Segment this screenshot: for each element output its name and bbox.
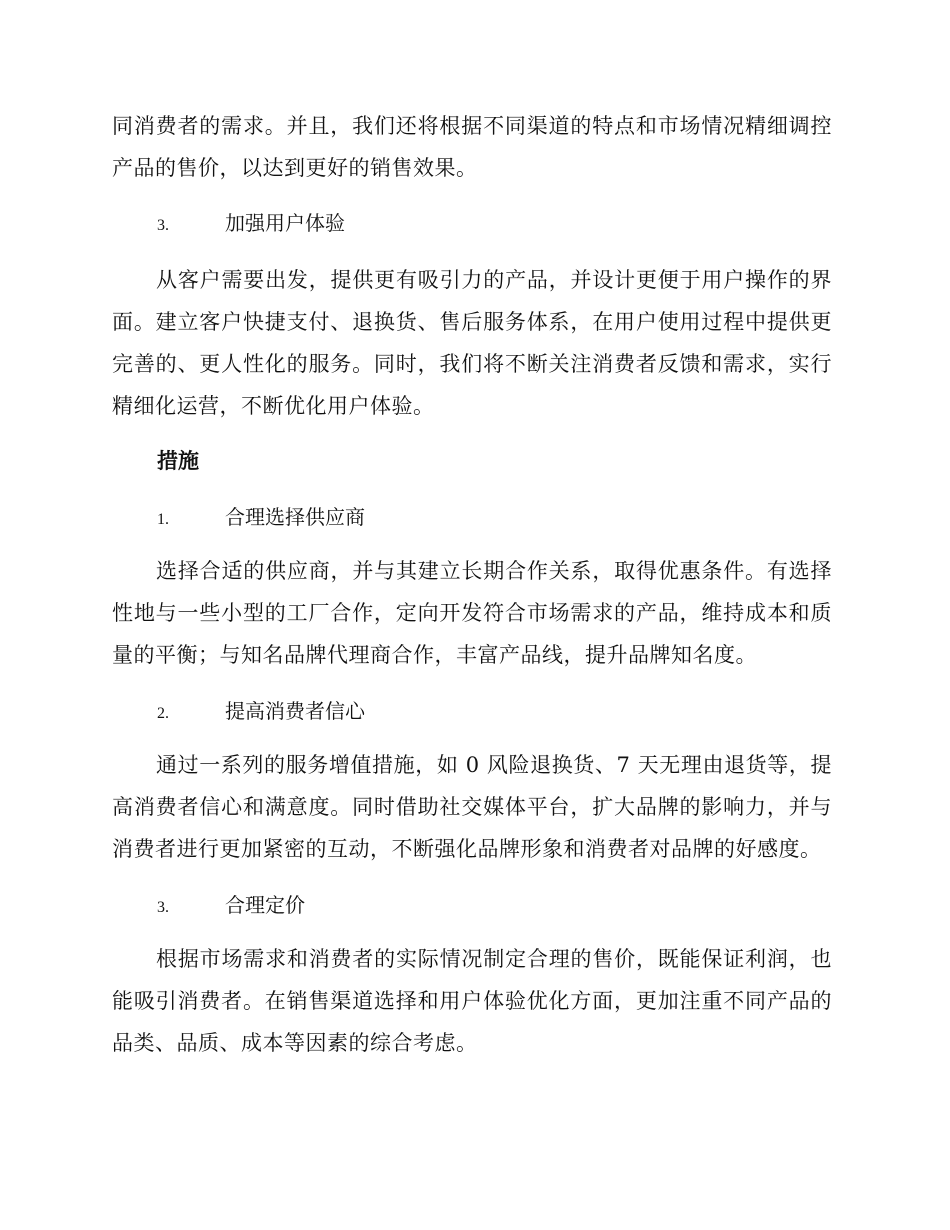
list-item-user-experience bbox=[157, 208, 345, 241]
list-item-title: 提高消费者信心 bbox=[225, 699, 365, 723]
paragraph-supplier: 选择合适的供应商，并与其建立长期合作关系，取得优惠条件。有选择性地与一些小型的工厂合作，定向开发符合市场需求的产品，维持成本和质量的平衡；与知名品牌代理商合作，丰富产品线，提升品牌知名度。 bbox=[112, 559, 832, 667]
paragraph-intro: 同消费者的需求。并且，我们还将根据不同渠道的特点和市场情况精细调控产品的售价，以达到更好的销售效果。 bbox=[112, 114, 832, 180]
list-item-title: 合理定价 bbox=[225, 893, 305, 917]
section-heading-measures: 措施 bbox=[157, 448, 199, 473]
list-item-pricing bbox=[157, 890, 305, 923]
paragraph-confidence: 通过一系列的服务增值措施，如 0 风险退换货、7 天无理由退货等，提高消费者信心和满意度。同时借助社交媒体平台，扩大品牌的影响力，并与消费者进行更加紧密的互动，不断强化品牌形象和消费者对品牌的好感度。 bbox=[112, 753, 832, 861]
list-number: 3. bbox=[157, 899, 169, 916]
list-number: 1. bbox=[157, 511, 169, 528]
paragraph-pricing: 根据市场需求和消费者的实际情况制定合理的售价，既能保证利润，也能吸引消费者。在销售渠道选择和用户体验优化方面，更加注重不同产品的品类、品质、成本等因素的综合考虑。 bbox=[112, 947, 832, 1055]
paragraph-user-experience: 从客户需要出发，提供更有吸引力的产品，并设计更便于用户操作的界面。建立客户快捷支付、退换货、售后服务体系，在用户使用过程中提供更完善的、更人性化的服务。同时，我们将不断关注消费者反馈和需求，实行精细化运营，不断优化用户体验。 bbox=[112, 268, 832, 418]
list-number: 3. bbox=[157, 217, 169, 234]
list-item-title: 合理选择供应商 bbox=[225, 505, 365, 529]
list-item-title: 加强用户体验 bbox=[225, 211, 345, 235]
list-number: 2. bbox=[157, 705, 169, 722]
list-item-confidence bbox=[157, 696, 365, 729]
list-item-supplier bbox=[157, 502, 365, 535]
